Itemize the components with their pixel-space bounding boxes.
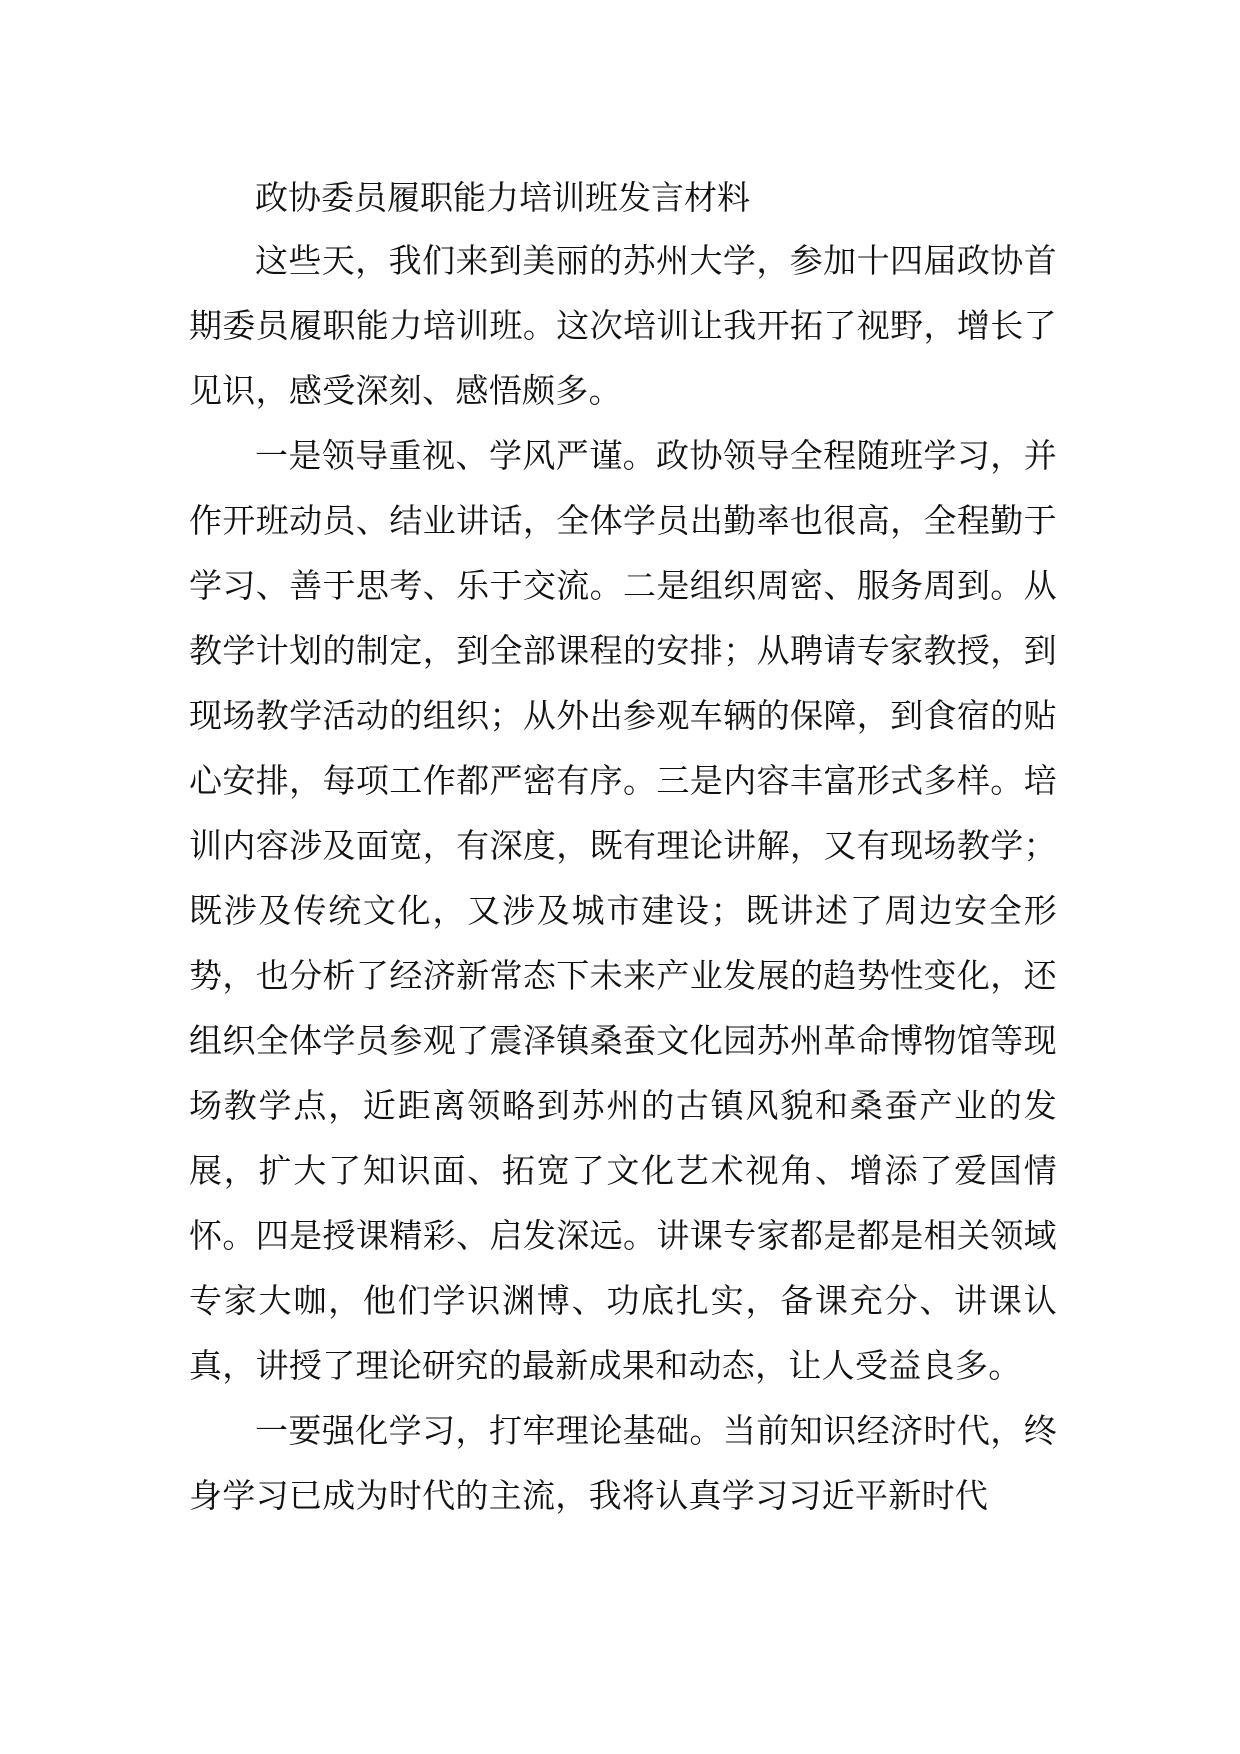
document-body: [189, 168, 1057, 1528]
paragraph-intro: 这些天，我们来到美丽的苏州大学，参加十四届政协首期委员履职能力培训班。这次培训让我开拓了视野，增长了见识，感受深刻、感悟颇多。: [189, 241, 1057, 410]
paragraph-study-commitment: 一要强化学习，打牢理论基础。当前知识经济时代，终身学习已成为时代的主流，我将认真学习习近平新时代: [189, 1411, 1057, 1515]
paragraph-training-review: 一是领导重视、学风严谨。政协领导全程随班学习，并作开班动员、结业讲话，全体学员出勤率也很高，全程勤于学习、善于思考、乐于交流。二是组织周密、服务周到。从教学计划的制定，到全部课程的安排；从聘请专家教授，到现场教学活动的组织；从外出参观车辆的保障，到食宿的贴心安排，每项工作都严密有序。三是内容丰富形式多样。培训内容涉及面宽，有深度，既有理论讲解，又有现场教学；既涉及传统文化，又涉及城市建设；既讲述了周边安全形势，也分析了经济新常态下未来产业发展的趋势性变化，还组织全体学员参观了震泽镇桑蚕文化园苏州革命博物馆等现场教学点，近距离领略到苏州的古镇风貌和桑蚕产业的发展，扩大了知识面、拓宽了文化艺术视角、增添了爱国情怀。四是授课精彩、启发深远。讲课专家都是都是相关领域专家大咖，他们学识渊博、功底扎实，备课充分、讲课认真，讲授了理论研究的最新成果和动态，让人受益良多。: [189, 436, 1057, 1385]
document-title: 政协委员履职能力培训班发言材料: [255, 178, 750, 217]
